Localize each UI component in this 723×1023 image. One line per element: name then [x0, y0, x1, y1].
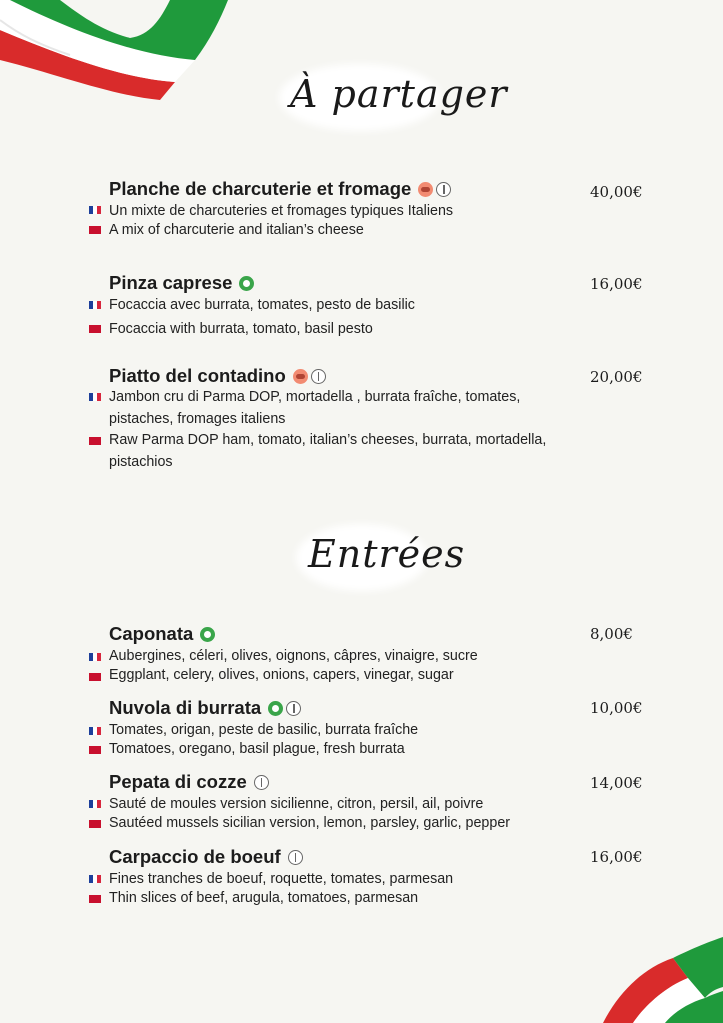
dish-price: 16,00€	[590, 275, 643, 293]
dish-name: Carpaccio de boeuf	[109, 846, 303, 868]
description-fr: Tomates, origan, peste de basilic, burrata fraîche	[109, 722, 419, 738]
gluten-icon	[311, 369, 326, 384]
description-en: Focaccia with burrata, tomato, basil pesto	[109, 321, 373, 337]
french-flag-icon	[89, 653, 101, 661]
description-fr: Aubergines, céleri, olives, oignons, câpres, vinaigre, sucre	[109, 648, 478, 664]
pork-icon	[418, 182, 433, 197]
description-en: A mix of charcuterie and italian’s cheese	[109, 222, 364, 238]
uk-flag-icon	[89, 895, 101, 903]
pork-icon	[293, 369, 308, 384]
dish-price: 14,00€	[590, 774, 643, 792]
section-title-partager: À partager	[290, 72, 508, 116]
vegetarian-icon	[239, 276, 254, 291]
gluten-icon	[286, 701, 301, 716]
description-en: Eggplant, celery, olives, onions, capers, vinegar, sugar	[109, 667, 454, 683]
dish-price: 20,00€	[590, 368, 643, 386]
uk-flag-icon	[89, 325, 101, 333]
dish-name: Planche de charcuterie et fromage	[109, 178, 451, 200]
dish-name: Caponata	[109, 623, 215, 645]
description-fr: Un mixte de charcuteries et fromages typiques Italiens	[109, 203, 454, 219]
description-en: Tomatoes, oregano, basil plague, fresh burrata	[109, 741, 405, 757]
dish-name: Pinza caprese	[109, 272, 254, 294]
vegetarian-icon	[200, 627, 215, 642]
dish-name: Piatto del contadino	[109, 365, 326, 387]
dish-price: 16,00€	[590, 848, 643, 866]
french-flag-icon	[89, 727, 101, 735]
italian-ribbon-bottom	[593, 923, 723, 1023]
description-fr: pistaches, fromages italiens	[109, 411, 286, 427]
uk-flag-icon	[89, 746, 101, 754]
description-en: Sautéed mussels sicilian version, lemon, parsley, garlic, pepper	[109, 815, 511, 831]
uk-flag-icon	[89, 226, 101, 234]
gluten-icon	[288, 850, 303, 865]
dish-price: 8,00€	[590, 625, 633, 643]
section-title-entrees: Entrées	[308, 532, 466, 576]
vegetarian-icon	[268, 701, 283, 716]
italian-ribbon-top	[0, 0, 240, 110]
description-fr: Fines tranches de boeuf, roquette, tomates, parmesan	[109, 871, 454, 887]
french-flag-icon	[89, 393, 101, 401]
dish-price: 40,00€	[590, 183, 643, 201]
description-en: pistachios	[109, 454, 173, 470]
uk-flag-icon	[89, 820, 101, 828]
description-fr: Focaccia avec burrata, tomates, pesto de basilic	[109, 297, 415, 313]
uk-flag-icon	[89, 437, 101, 445]
description-en: Raw Parma DOP ham, tomato, italian’s cheeses, burrata, mortadella,	[109, 432, 547, 448]
french-flag-icon	[89, 206, 101, 214]
gluten-icon	[254, 775, 269, 790]
dish-price: 10,00€	[590, 699, 643, 717]
description-fr: Jambon cru di Parma DOP, mortadella , burrata fraîche, tomates,	[109, 389, 521, 405]
gluten-icon	[436, 182, 451, 197]
french-flag-icon	[89, 301, 101, 309]
dish-name: Nuvola di burrata	[109, 697, 301, 719]
description-en: Thin slices of beef, arugula, tomatoes, parmesan	[109, 890, 419, 906]
uk-flag-icon	[89, 673, 101, 681]
french-flag-icon	[89, 875, 101, 883]
description-fr: Sauté de moules version sicilienne, citron, persil, ail, poivre	[109, 796, 484, 812]
dish-name: Pepata di cozze	[109, 771, 269, 793]
french-flag-icon	[89, 800, 101, 808]
